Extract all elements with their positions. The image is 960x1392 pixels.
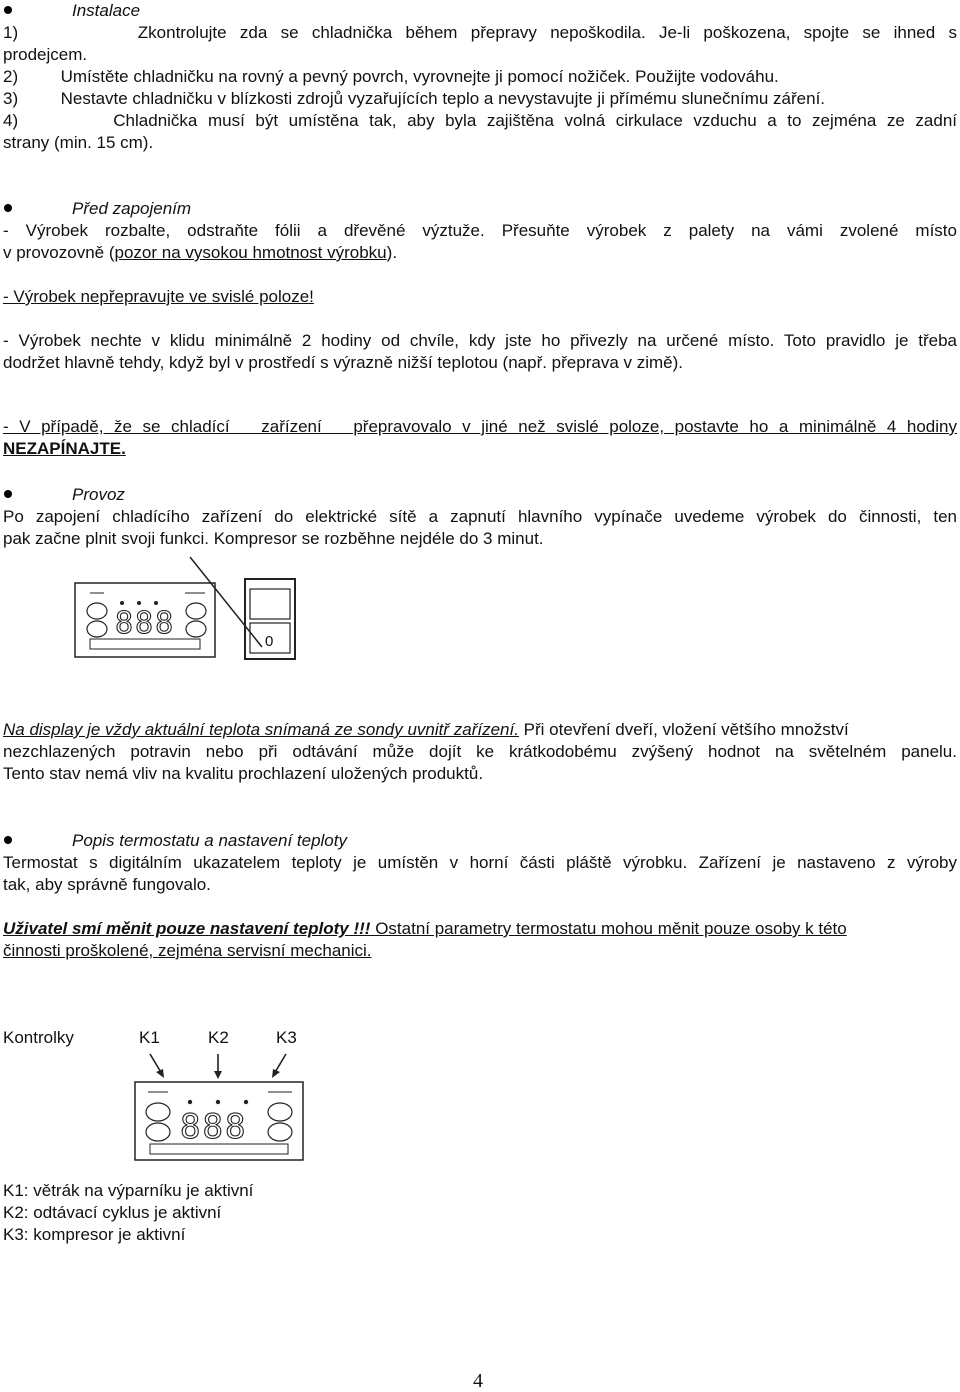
paragraph-line: Termostat s digitálním ukazatelem teploty je umístěn v horní části pláště výrobku. Zařízení je nastaveno z výroby (3, 853, 957, 872)
label-k1: K1 (139, 1028, 160, 1047)
paragraph-line (3, 242, 397, 264)
indicator-led-k2 (216, 1100, 220, 1104)
paragraph-line (3, 719, 849, 741)
paragraph-line: Po zapojení chladícího zařízení do elektrické sítě a zapnutí hlavního vypínače uvedeme výrobek do činnosti, ten (3, 507, 957, 526)
warning-transport: - Výrobek nepřepravujte ve svislé poloze! (3, 287, 314, 306)
warning-weight: pozor na vysokou hmotnost výrobku (114, 243, 387, 262)
heading-popis-termostatu: Popis termostatu a nastavení teploty (72, 831, 347, 850)
heading-instalace: Instalace (72, 1, 141, 20)
paragraph-line (3, 918, 847, 940)
paragraph-line: strany (min. 15 cm). (3, 133, 154, 152)
paragraph-line: prodejcem. (3, 45, 88, 64)
label-kontrolky: Kontrolky (3, 1028, 74, 1047)
pointer-line (190, 557, 262, 647)
indicator-led-k1 (188, 1100, 192, 1104)
paragraph-line: 3) Nestavte chladničku v blízkosti zdrojů vyzařujících teplo a nevystavujte ji přímému slunečnímu záření. (3, 89, 826, 108)
paragraph-line: 4) Chladnička musí být umístěna tak, aby byla zajištěna volná cirkulace vzduchu a to zejména ze zadní (3, 111, 957, 130)
indicator-led (137, 601, 141, 605)
indicator-led (120, 601, 124, 605)
text-run: v provozovně ( (3, 243, 115, 262)
indicator-led (154, 601, 158, 605)
heading-provoz: Provoz (72, 485, 125, 504)
legend-k3: K3: kompresor je aktivní (3, 1225, 186, 1244)
seven-seg-display: 888 (115, 606, 176, 641)
button-right-top (268, 1103, 292, 1121)
text-run: Při otevření dveří, vložení většího množství (518, 720, 849, 739)
button-left-top (87, 603, 107, 619)
seven-seg-display: 888 (180, 1107, 248, 1147)
indicator-led-k3 (244, 1100, 248, 1104)
button-left-top (146, 1103, 170, 1121)
switch-label: 0 (265, 633, 274, 650)
label-k2: K2 (208, 1028, 229, 1047)
display-note: Na display je vždy aktuální teplota snímaná ze sondy uvnitř zařízení. (3, 720, 519, 739)
text-run: ). (386, 243, 398, 262)
paragraph-line: - Výrobek nechte v klidu minimálně 2 hodiny od chvíle, kdy jste ho přivezly na určené místo. Toto pravidlo je třeba (3, 331, 957, 350)
bullet (4, 490, 12, 498)
button-right-top (186, 603, 206, 619)
bullet (4, 6, 12, 14)
paragraph-line: činnosti proškolené, zejména servisní mechanici. (3, 941, 372, 960)
legend-k2: K2: odtávací cyklus je aktivní (3, 1203, 222, 1222)
bullet (4, 836, 12, 844)
page-number: 4 (473, 1370, 483, 1392)
indicator-diagram (0, 1048, 330, 1168)
button-right-bottom (268, 1123, 292, 1141)
heading-pred-zapojenim: Před zapojením (72, 199, 192, 218)
bullet (4, 204, 12, 212)
paragraph-line: - Výrobek rozbalte, odstraňte fólii a dřevěné výztuže. Přesuňte výrobek z palety na vámi zvolené místo (3, 221, 957, 240)
button-left-bottom (87, 621, 107, 637)
paragraph-line: Tento stav nemá vliv na kvalitu prochlazení uložených produktů. (3, 764, 484, 783)
user-restriction: Uživatel smí měnit pouze nastavení teploty !!! (3, 919, 371, 938)
paragraph-line: tak, aby správně fungovalo. (3, 875, 211, 894)
paragraph-line: nezchlazených potravin nebo při odtávání může dojít ke krátkodobému zvýšený hodnot na světelném panelu. (3, 742, 957, 761)
legend-k1: K1: větrák na výparníku je aktivní (3, 1181, 254, 1200)
button-right-bottom (186, 621, 206, 637)
warning-line: - V případě, že se chladící zařízení přepravovalo v jiné než svislé poloze, postavte ho a minimálně 4 hodiny (3, 417, 957, 436)
paragraph-line: dodržet hlavně tehdy, když byl v prostředí s výrazně nižší teplotou (např. přeprava v zimě). (3, 353, 683, 372)
thermostat-panel-diagram (0, 555, 960, 695)
paragraph-line: pak začne plnit svoji funkci. Kompresor se rozběhne nejdéle do 3 minut. (3, 529, 544, 548)
text-run: Ostatní parametry termostatu mohou měnit pouze osoby k této (370, 919, 847, 938)
switch-rocker (250, 589, 290, 619)
button-left-bottom (146, 1123, 170, 1141)
paragraph-line: 1) Zkontrolujte zda se chladnička během přepravy nepoškodila. Je-li poškozena, spojte se ihned s (3, 23, 957, 42)
label-k3: K3 (276, 1028, 297, 1047)
paragraph-line: 2) Umístěte chladničku na rovný a pevný povrch, vyrovnejte ji pomocí nožiček. Použijte vodováhu. (3, 67, 779, 86)
warning-nezapinajte: NEZAPÍNAJTE. (3, 439, 126, 458)
